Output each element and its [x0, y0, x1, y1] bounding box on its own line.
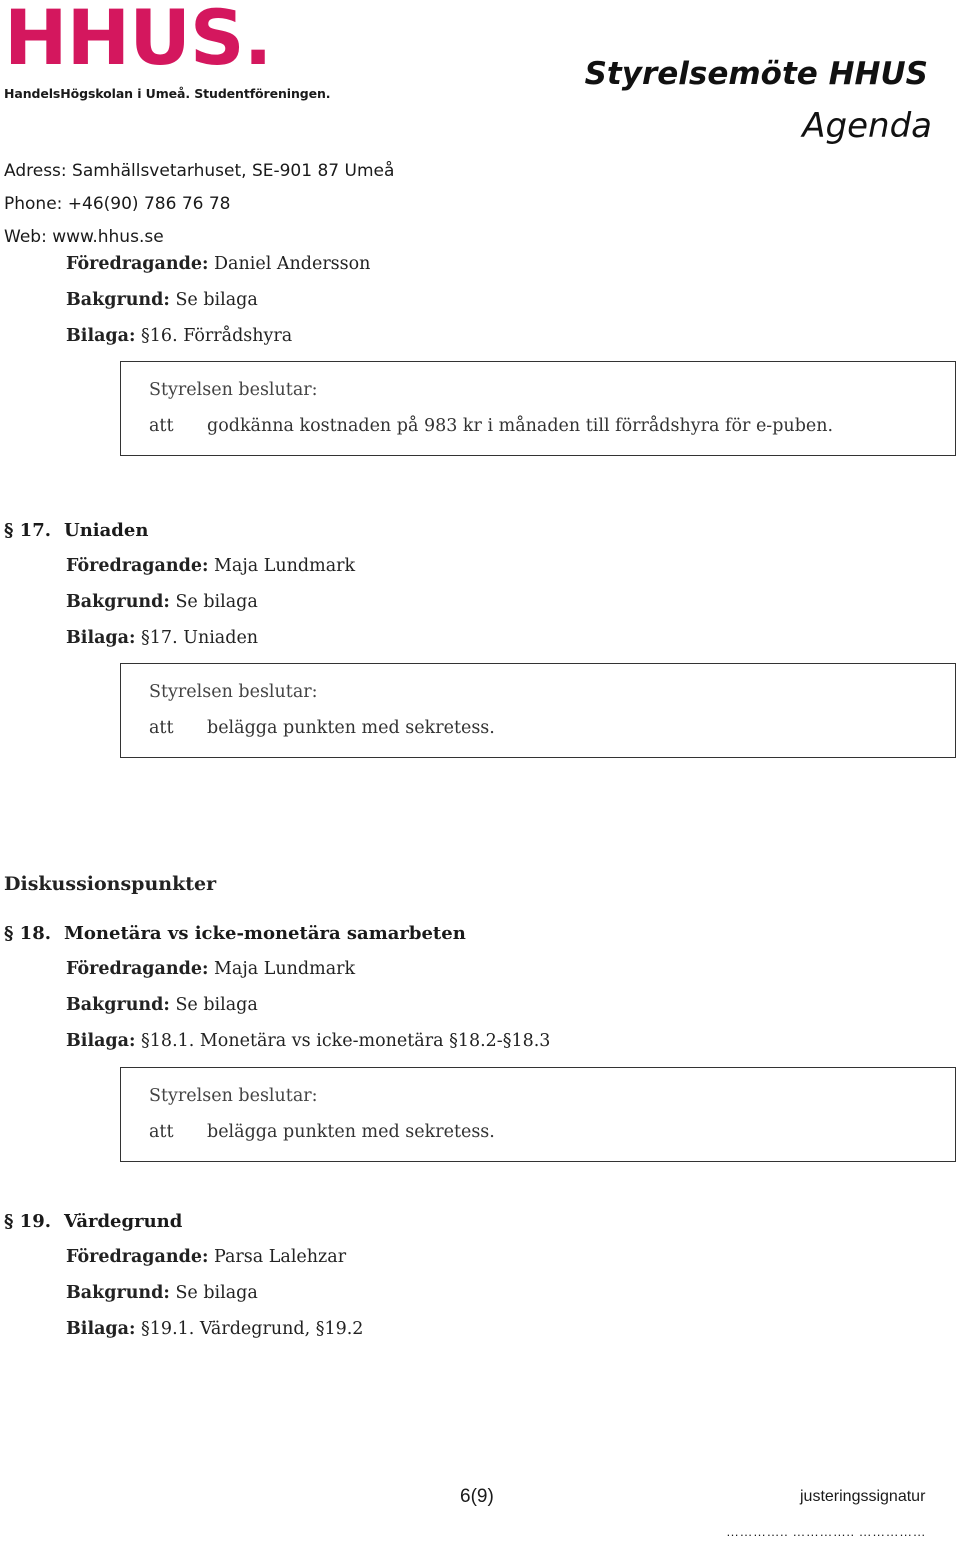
phone-value: +46(90) 786 76 78 [67, 194, 231, 214]
attachment-value: §19.1. Värdegrund, §19.2 [141, 1319, 364, 1339]
item19-background [66, 1283, 258, 1303]
item-title: Uniaden [64, 520, 149, 541]
contact-web [4, 227, 164, 247]
item17-decision-box [120, 663, 956, 758]
signature-line: ………….. ………….. …………… [726, 1524, 927, 1539]
phone-label: Phone: [4, 194, 63, 214]
decision-text: belägga punkten med sekretess. [207, 1122, 495, 1142]
presenter-value: Parsa Lalehzar [214, 1247, 347, 1267]
web-link[interactable]: www.hhus.se [52, 227, 164, 247]
contact-phone [4, 194, 231, 214]
background-label: Bakgrund: [66, 1283, 170, 1303]
attachment-label: Bilaga: [66, 1031, 136, 1051]
item19-presenter [66, 1247, 346, 1267]
item16-decision-box [120, 361, 956, 456]
document-subtitle: Agenda [802, 106, 932, 146]
background-label: Bakgrund: [66, 290, 170, 310]
decision-att: att [149, 416, 174, 436]
item19-attachment [66, 1319, 363, 1339]
page-number: 6(9) [460, 1486, 494, 1507]
decision-text: godkänna kostnaden på 983 kr i månaden till förrådshyra för e-puben. [207, 416, 834, 436]
attachment-label: Bilaga: [66, 1319, 136, 1339]
address-label: Adress: [4, 161, 67, 181]
signature-label: justeringssignatur [800, 1488, 926, 1505]
decision-title: Styrelsen beslutar: [149, 1086, 318, 1106]
background-value: Se bilaga [175, 995, 258, 1015]
attachment-label: Bilaga: [66, 628, 136, 648]
item-number: § 19. [4, 1211, 51, 1232]
attachment-value: §18.1. Monetära vs icke-monetära §18.2-§18.3 [141, 1031, 551, 1051]
background-label: Bakgrund: [66, 995, 170, 1015]
logo: HHUS. [4, 0, 272, 82]
item16-background [66, 290, 258, 310]
item19-heading [4, 1211, 182, 1232]
item18-heading [4, 923, 466, 944]
section-heading: Diskussionspunkter [4, 873, 217, 895]
attachment-value: §16. Förrådshyra [141, 326, 293, 346]
item17-background [66, 592, 258, 612]
presenter-value: Maja Lundmark [214, 556, 356, 576]
item16-attachment [66, 326, 292, 346]
item-number: § 17. [4, 520, 51, 541]
item17-presenter [66, 556, 355, 576]
decision-title: Styrelsen beslutar: [149, 380, 318, 400]
presenter-label: Föredragande: [66, 959, 209, 979]
decision-att: att [149, 718, 174, 738]
logo-subtitle: HandelsHögskolan i Umeå. Studentföreningen. [4, 86, 331, 101]
item18-decision-box [120, 1067, 956, 1162]
background-value: Se bilaga [175, 592, 258, 612]
item18-attachment [66, 1031, 550, 1051]
attachment-label: Bilaga: [66, 326, 136, 346]
contact-address [4, 161, 394, 181]
decision-title: Styrelsen beslutar: [149, 682, 318, 702]
item17-attachment [66, 628, 258, 648]
presenter-label: Föredragande: [66, 1247, 209, 1267]
item18-presenter [66, 959, 355, 979]
item-title: Monetära vs icke-monetära samarbeten [64, 923, 466, 944]
background-label: Bakgrund: [66, 592, 170, 612]
presenter-value: Maja Lundmark [214, 959, 356, 979]
presenter-label: Föredragande: [66, 556, 209, 576]
background-value: Se bilaga [175, 1283, 258, 1303]
address-value: Samhällsvetarhuset, SE-901 87 Umeå [72, 161, 395, 181]
item-title: Värdegrund [64, 1211, 183, 1232]
item16-presenter [66, 254, 370, 274]
item-number: § 18. [4, 923, 51, 944]
presenter-label: Föredragande: [66, 254, 209, 274]
attachment-value: §17. Uniaden [141, 628, 259, 648]
decision-att: att [149, 1122, 174, 1142]
presenter-value: Daniel Andersson [214, 254, 371, 274]
document-title: Styrelsemöte HHUS [584, 56, 928, 92]
background-value: Se bilaga [175, 290, 258, 310]
item18-background [66, 995, 258, 1015]
web-label: Web: [4, 227, 47, 247]
item17-heading [4, 520, 148, 541]
decision-text: belägga punkten med sekretess. [207, 718, 495, 738]
